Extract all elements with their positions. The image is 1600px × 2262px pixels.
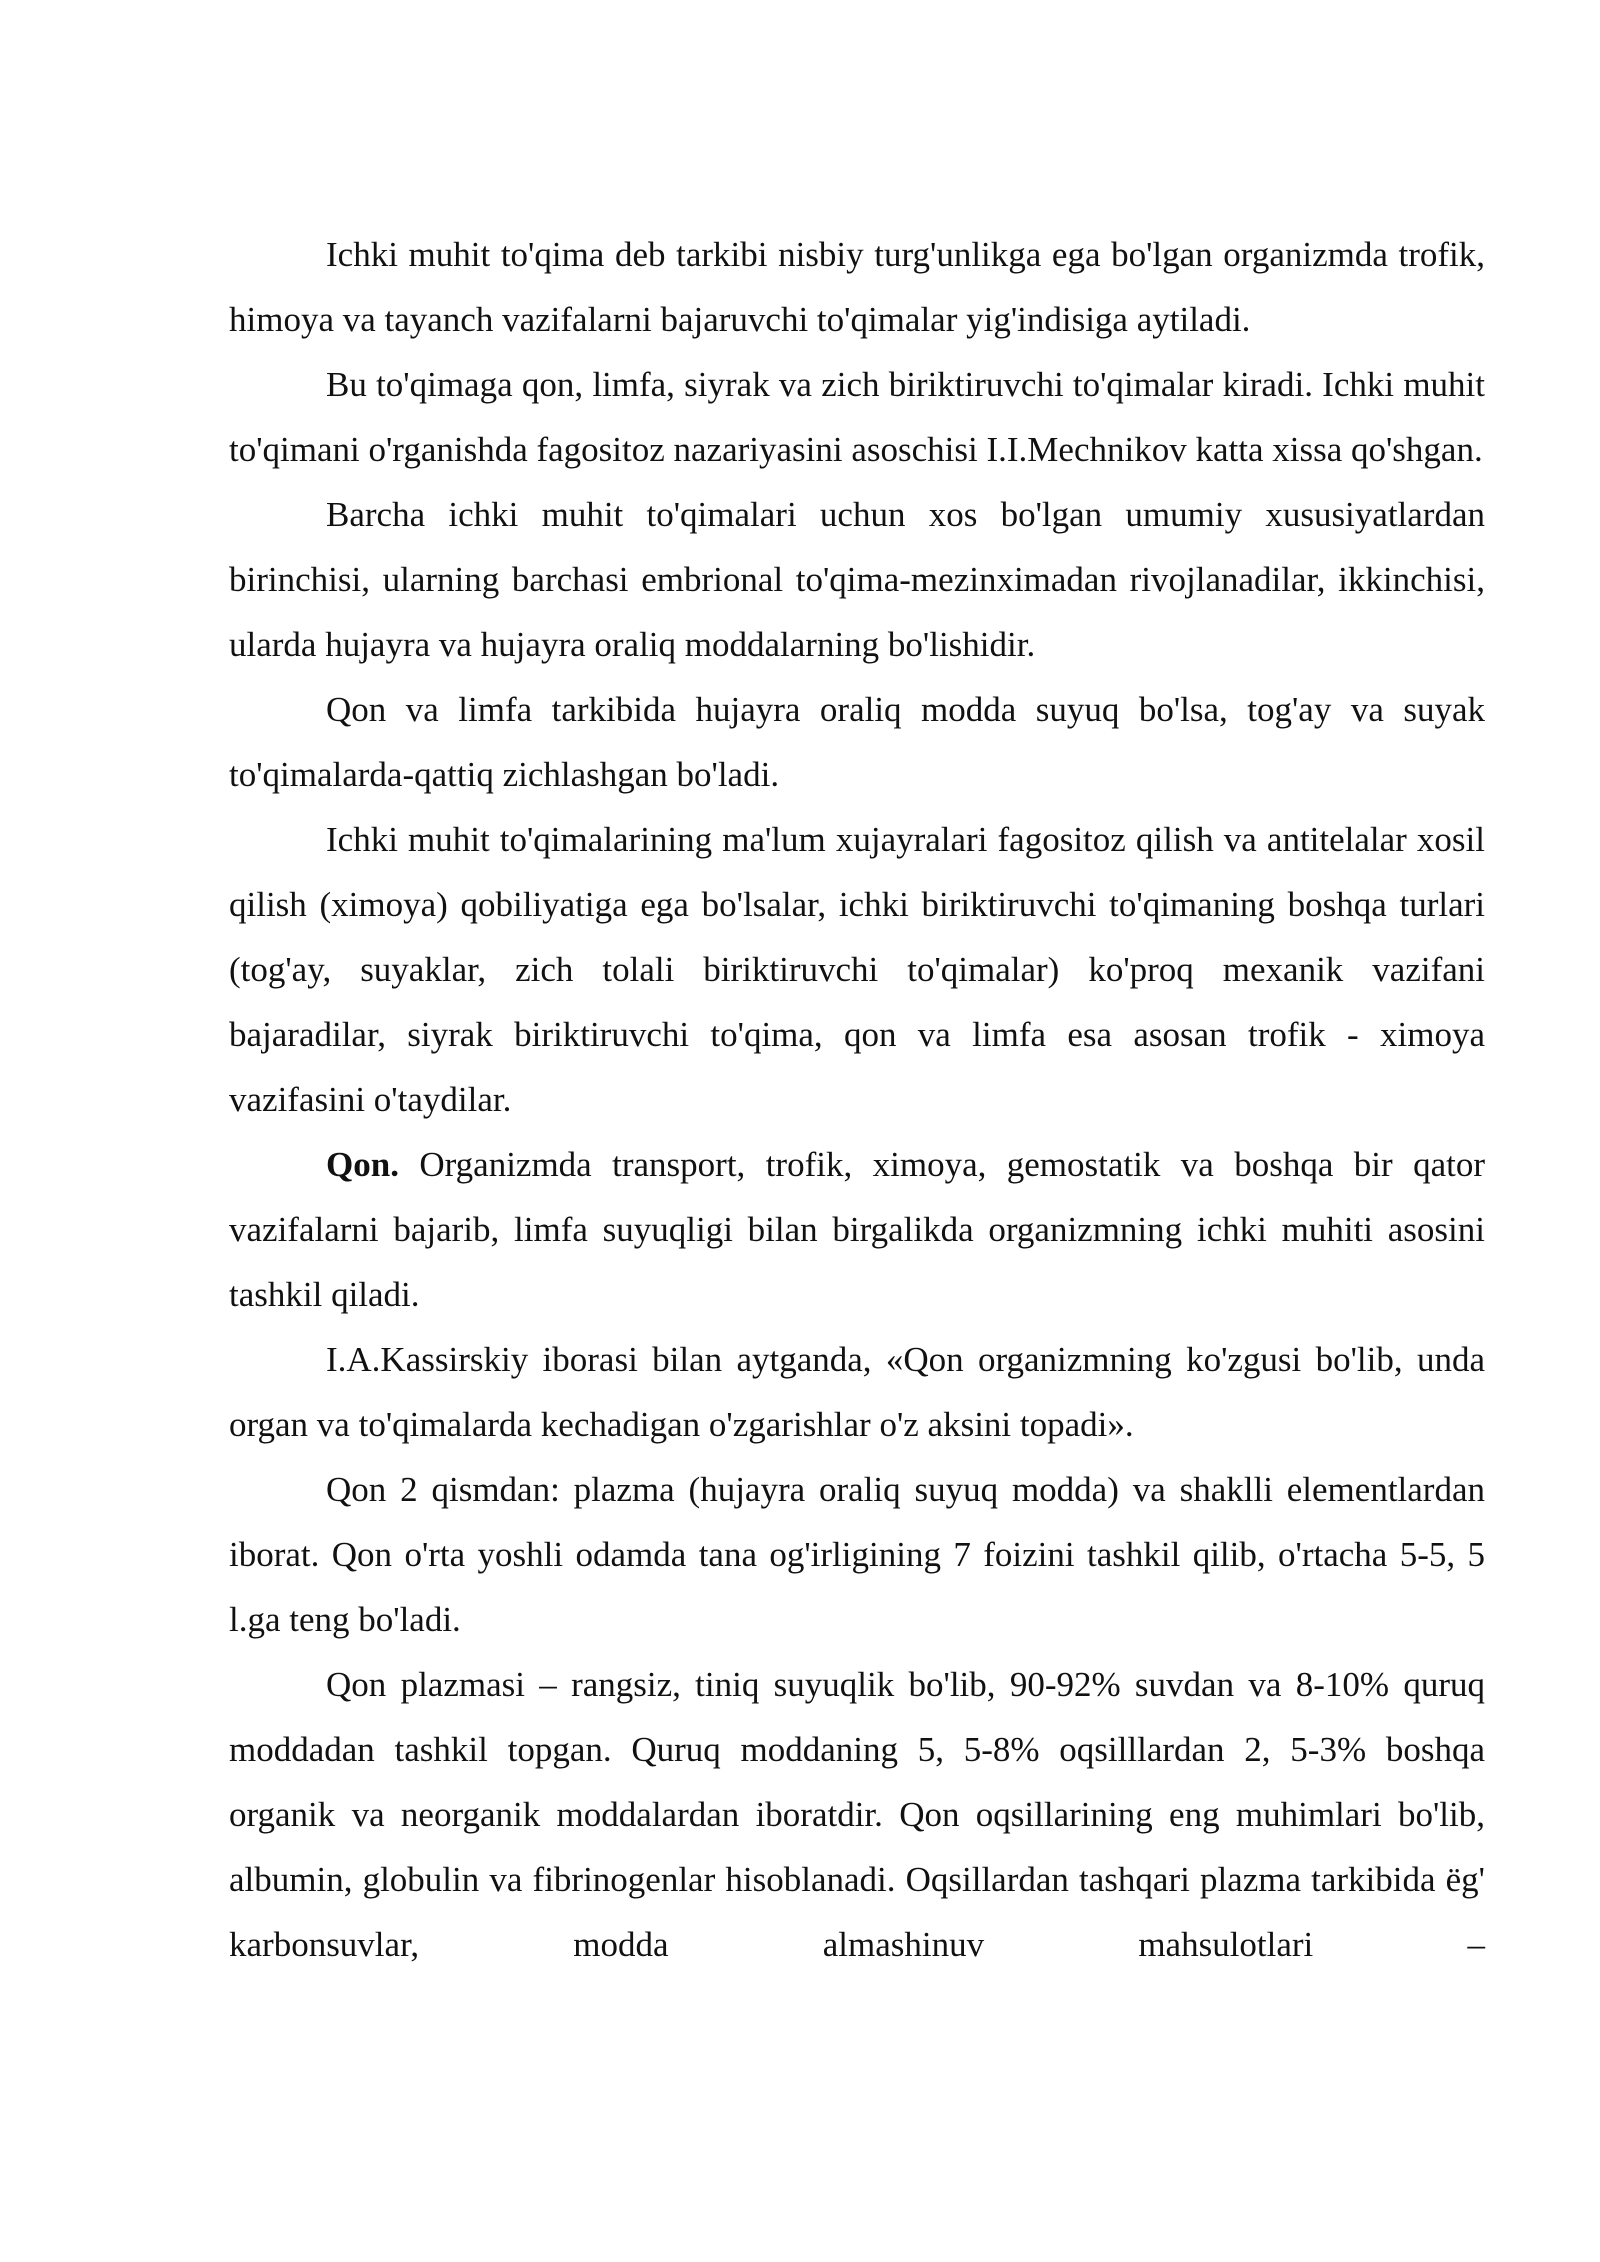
- paragraph-text: Barcha ichki muhit to'qimalari uchun xos bo'lgan umumiy xususiyatlardan birinchisi, ularning barchasi embrional to'qima-mezinximadan rivojlanadilar, ikkinchisi, ularda hujayra va hujayra oraliq moddalarning bo'lishidir.: [229, 495, 1485, 664]
- paragraph-blood-heading: [229, 1132, 1485, 1327]
- paragraph-blood-composition: [229, 1457, 1485, 1652]
- paragraph-tissue-types: [229, 352, 1485, 482]
- paragraph-text: Ichki muhit to'qimalarining ma'lum xujayralari fagositoz qilish va antitelalar xosil qilish (ximoya) qobiliyatiga ega bo'lsalar, ichki biriktiruvchi to'qimaning boshqa turlari (tog'ay, suyaklar, zich tolali biriktiruvchi to'qimalar) ko'proq mexanik vazifani bajaradilar, siyrak biriktiruvchi to'qima, qon va limfa esa asosan trofik - ximoya vazifasini o'taydilar.: [229, 820, 1485, 1119]
- paragraph-intercellular-substance: [229, 677, 1485, 807]
- paragraph-text: Ichki muhit to'qima deb tarkibi nisbiy turg'unlikga ega bo'lgan organizmda trofik, himoya va tayanch vazifalarni bajaruvchi to'qimalar yig'indisiga aytiladi.: [229, 235, 1485, 339]
- paragraph-text: Bu to'qimaga qon, limfa, siyrak va zich biriktiruvchi to'qimalar kiradi. Ichki muhit to'qimani o'rganishda fagositoz nazariyasini asoschisi I.I.Mechnikov katta xissa qo'shgan.: [229, 365, 1485, 469]
- paragraph-text: Organizmda transport, trofik, ximoya, gemostatik va boshqa bir qator vazifalarni bajarib, limfa suyuqligi bilan birgalikda organizmning ichki muhiti asosini tashkil qiladi.: [229, 1145, 1485, 1314]
- paragraph-text: Qon va limfa tarkibida hujayra oraliq modda suyuq bo'lsa, tog'ay va suyak to'qimalarda-qattiq zichlashgan bo'ladi.: [229, 690, 1485, 794]
- paragraph-common-features: [229, 482, 1485, 677]
- paragraph-text: I.A.Kassirskiy iborasi bilan aytganda, «Qon organizmning ko'zgusi bo'lib, unda organ va to'qimalarda kechadigan o'zgarishlar o'z aksini topadi».: [229, 1340, 1485, 1444]
- paragraph-internal-tissue-definition: [229, 222, 1485, 352]
- paragraph-tissue-functions: [229, 807, 1485, 1132]
- paragraph-kassirskiy-quote: [229, 1327, 1485, 1457]
- paragraph-text: Qon plazmasi – rangsiz, tiniq suyuqlik bo'lib, 90-92% suvdan va 8-10% quruq moddadan tashkil topgan. Quruq moddaning 5, 5-8% oqsilllardan 2, 5-3% boshqa organik va neorganik moddalardan iboratdir. Qon oqsillarining eng muhimlari bo'lib, albumin, globulin va fibrinogenlar hisoblanadi. Oqsillardan tashqari plazma tarkibida ёg' karbonsuvlar, modda almashinuv mahsulotlari –: [229, 1665, 1485, 1964]
- document-body: [229, 222, 1485, 1977]
- section-heading-blood: Qon.: [326, 1145, 399, 1184]
- paragraph-blood-plasma: [229, 1652, 1485, 1977]
- paragraph-text: Qon 2 qismdan: plazma (hujayra oraliq suyuq modda) va shaklli elementlardan iborat. Qon o'rta yoshli odamda tana og'irligining 7 foizini tashkil qilib, o'rtacha 5-5, 5 l.ga teng bo'ladi.: [229, 1470, 1485, 1639]
